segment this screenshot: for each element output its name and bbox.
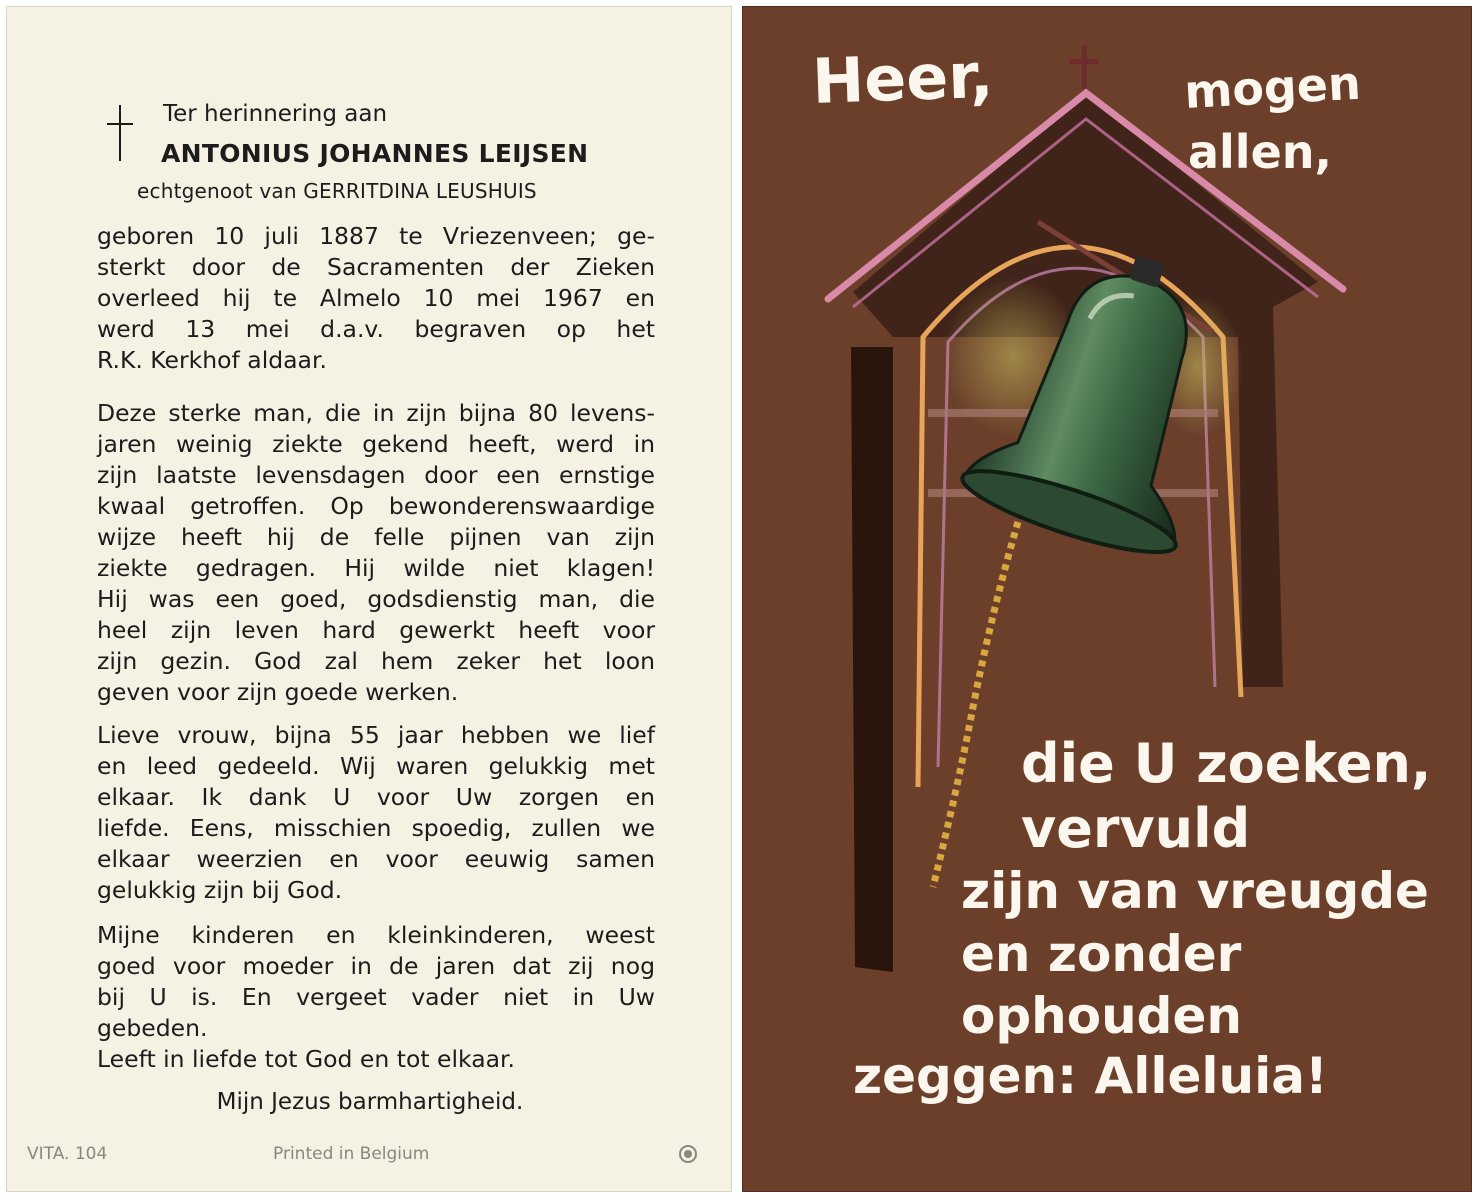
text-line: Leeft in liefde tot God en tot elkaar. bbox=[97, 1045, 515, 1073]
text-line: R.K. Kerkhof aldaar. bbox=[97, 346, 327, 374]
text-line: elkaar. Ik dank U voor Uw zorgen en bbox=[97, 783, 655, 811]
intro-line: Ter herinnering aan bbox=[163, 101, 388, 127]
text-line: Lieve vrouw, bijna 55 jaar hebben we lief bbox=[97, 721, 655, 749]
text-line: en leed gedeeld. Wij waren gelukkig met bbox=[97, 752, 655, 780]
memorial-card-illustration-side bbox=[742, 6, 1472, 1192]
paragraph-to-wife bbox=[97, 720, 655, 906]
text-line: Mijne kinderen en kleinkinderen, weest bbox=[97, 921, 655, 949]
text-line: bij U is. En vergeet vader niet in Uw bbox=[97, 983, 655, 1011]
roof-cross-icon bbox=[1070, 45, 1098, 89]
text-line: kwaal getroffen. Op bewonderenswaardige bbox=[97, 492, 655, 520]
text-line: zijn laatste levensdagen door een ernstige bbox=[97, 461, 655, 489]
cross-icon bbox=[107, 105, 133, 161]
verse-line-6: zijn van vreugde bbox=[961, 862, 1429, 920]
closing-prayer: Mijn Jezus barmhartigheid. bbox=[216, 1089, 524, 1115]
verse-line-5: vervuld bbox=[1021, 797, 1251, 860]
footer-printed-in: Printed in Belgium bbox=[273, 1144, 430, 1164]
verse-line-9: zeggen: Alleluia! bbox=[853, 1047, 1328, 1105]
paragraph-tribute bbox=[97, 398, 655, 708]
text-line: sterkt door de Sacramenten der Zieken bbox=[97, 253, 655, 281]
text-line: heel zijn leven hard gewerkt heeft voor bbox=[97, 616, 655, 644]
text-line: Hij was een goed, godsdienstig man, die bbox=[97, 585, 655, 613]
verse-line-1: Heer, bbox=[811, 38, 995, 118]
memorial-card-text-side bbox=[6, 6, 732, 1192]
text-line: liefde. Eens, misschien spoedig, zullen we bbox=[97, 814, 655, 842]
text-line: geboren 10 juli 1887 te Vriezenveen; ge- bbox=[97, 222, 655, 250]
text-line: gelukkig zijn bij God. bbox=[97, 876, 343, 904]
printer-seal-icon bbox=[679, 1145, 697, 1163]
text-line: goed voor moeder in de jaren dat zij nog bbox=[97, 952, 655, 980]
verse-line-3: allen, bbox=[1188, 125, 1332, 179]
text-line: gebeden. bbox=[97, 1014, 208, 1042]
text-line: wijze heeft hij de felle pijnen van zijn bbox=[97, 523, 655, 551]
verse-line-8: ophouden bbox=[961, 987, 1242, 1045]
verse-line-4: die U zoeken, bbox=[1021, 732, 1432, 795]
text-line: geven voor zijn goede werken. bbox=[97, 678, 459, 706]
verse-line-7: en zonder bbox=[961, 925, 1242, 983]
text-line: overleed hij te Almelo 10 mei 1967 en bbox=[97, 284, 655, 312]
paragraph-biography bbox=[97, 221, 655, 376]
paragraph-to-children bbox=[97, 920, 655, 1075]
text-line: Deze sterke man, die in zijn bijna 80 levens- bbox=[97, 399, 655, 427]
text-line: zijn gezin. God zal hem zeker het loon bbox=[97, 647, 655, 675]
text-line: elkaar weerzien en voor eeuwig samen bbox=[97, 845, 655, 873]
text-line: werd 13 mei d.a.v. begraven op het bbox=[97, 315, 655, 343]
footer-catalog-number: VITA. 104 bbox=[27, 1144, 108, 1164]
spouse-line: echtgenoot van GERRITDINA LEUSHUIS bbox=[137, 179, 537, 203]
deceased-name: ANTONIUS JOHANNES LEIJSEN bbox=[161, 139, 589, 168]
verse-line-2: mogen bbox=[1183, 55, 1363, 119]
text-line: jaren weinig ziekte gekend heeft, werd in bbox=[97, 430, 655, 458]
text-line: ziekte gedragen. Hij wilde niet klagen! bbox=[97, 554, 655, 582]
